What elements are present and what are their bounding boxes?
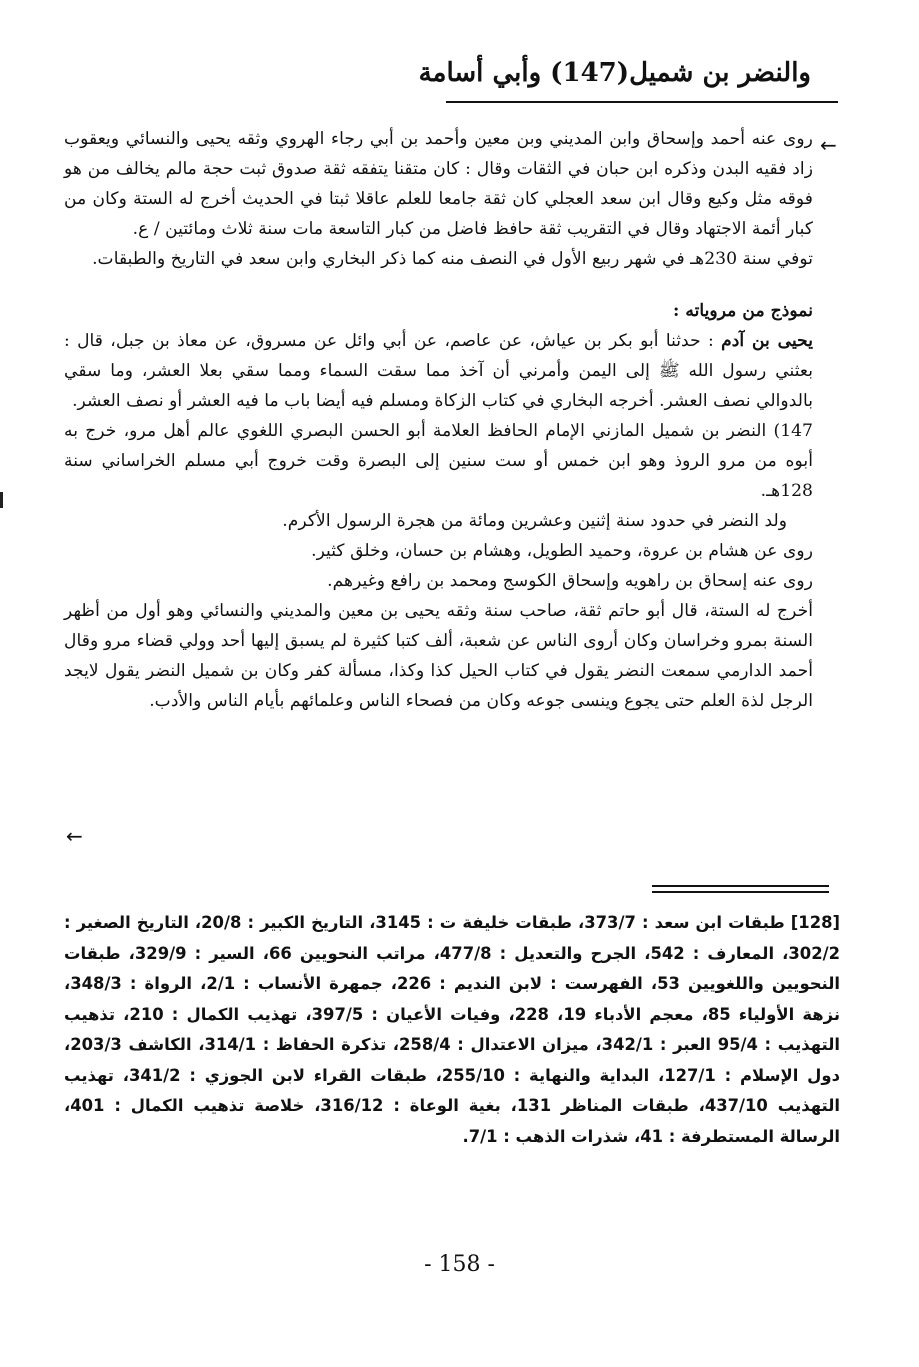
running-head: والنضر بن شميل(147) وأبي أسامة: [418, 58, 811, 88]
footnote: [64, 908, 840, 1152]
sample-paragraph: [64, 326, 813, 416]
death-paragraph: توفي سنة 230هـ في شهر ربيع الأول في النصف منه كما ذكر البخاري وابن سعد في التاريخ والطبقات.: [92, 249, 813, 269]
sample-narrator-name: يحيى بن آدم: [721, 331, 814, 351]
footnote-rule: [652, 885, 829, 887]
scan-edge-mark: [0, 492, 3, 508]
sample-hadith-text: : حدثنا أبو بكر بن عياش، عن عاصم، عن أبي وائل عن مسروق، عن معاذ بن جبل، قال : بعثني رسول الله ﷺ إلى اليمن وأمرني أن آخذ مما سقت السماء ومما سقي بعلا العشر، وما سقي بالدوالي نصف العشر. أخرجه البخاري في كتاب الزكاة ومسلم فيه أيضا باب ما فيه العشر أو نصف العشر.: [64, 331, 813, 411]
narrated-by-paragraph: روى عنه إسحاق بن راهويه وإسحاق الكوسج ومحمد بن رافع وغيرهم.: [327, 571, 813, 591]
birth-paragraph: ولد النضر في حدود سنة إثنين وعشرين ومائة من هجرة الرسول الأكرم.: [282, 511, 787, 531]
page-number: - 158 -: [424, 1252, 495, 1277]
running-head-rule: [446, 101, 838, 103]
final-paragraph: أخرج له الستة، قال أبو حاتم ثقة، صاحب سنة وثقه يحيى بن معين والمديني والنسائي وهو أول من أظهر السنة بمرو وخراسان وكان أروى الناس عن شعبة، ألف كتبا كثيرة لم يسبق إليها أحد وولي قضاء مرو وقال أحمد الدارمي سمعت النضر يقول في كتاب الحيل كذا وكذا، مسألة كفر وكان بن شميل النضر يقول لايجد الرجل لذة العلم حتى يجوع وينسى جوعه وكان من فصحاء الناس وعلمائهم بأيام الناس والأدب.: [64, 601, 813, 711]
narrated-from-paragraph: روى عن هشام بن عروة، وحميد الطويل، وهشام بن حسان، وخلق كثير.: [311, 541, 813, 561]
sample-heading: نموذج من مروياته :: [673, 301, 813, 321]
section-gap: [64, 274, 813, 296]
narrators-paragraph: روى عنه أحمد وإسحاق وابن المديني وبن معين وأحمد بن أبي رجاء الهروي وثقه يحيى والنسائي ويعقوب زاد فقيه البدن وذكره ابن حبان في الثقات وقال : كان متقنا يتفقه ثقة صدوق ثبت حجة مالم يخالف من هو فوقه مثل وكيع وقال ابن سعد العجلي كان ثقة جامعا للعلم عاقلا ثبتا في الحديث أخرج له الستة وكان من كبار أئمة الاجتهاد وقال في التقريب ثقة حافظ فاضل من كبار التاسعة مات سنة ثلاث ومائتين / ع.: [64, 129, 813, 239]
biography-147-paragraph: 147) النضر بن شميل المازني الإمام الحافظ العلامة أبو الحسن البصري اللغوي عالم أهل مرو، خرج به أبوه من مرو الروذ وهو ابن خمس أو ست سنين إلى البصرة وقت خروج أبي مسلم الخراساني سنة 128هـ.: [64, 421, 813, 501]
continuation-arrow-icon: ←: [820, 133, 837, 157]
main-text: [64, 124, 813, 716]
footnote-rule: [652, 891, 829, 893]
footnote-128: [128] طبقات ابن سعد : 373/7، طبقات خليفة ت : 3145، التاريخ الكبير : 20/8، التاريخ الصغير : 302/2، المعارف : 542، الجرح والتعديل : 477/8، مراتب النحويين 66، السير : 329/9، طبقات النحويين واللغويين 53، الفهرست : لابن النديم : 226، جمهرة الأنساب : 2/1، الرواة : 348/3، نزهة الأولياء 85، معجم الأدباء 19، 228، وفيات الأعيان : 397/5، تهذيب الكمال : 210، تذهيب التهذيب : 95/4 العبر : 342/1، ميزان الاعتدال : 258/4، تذكرة الحفاظ : 314/1، الكاشف 203/3، دول الإسلام : 127/1، البداية والنهاية : 255/10، طبقات القراء لابن الجوزي : 341/2، تهذيب التهذيب 437/10، طبقات المناظر 131، بغية الوعاة : 316/12، خلاصة تذهيب الكمال : 401، الرسالة المستطرفة : 41، شذرات الذهب : 7/1.: [64, 913, 841, 1146]
continuation-arrow-icon: ←: [66, 824, 83, 848]
